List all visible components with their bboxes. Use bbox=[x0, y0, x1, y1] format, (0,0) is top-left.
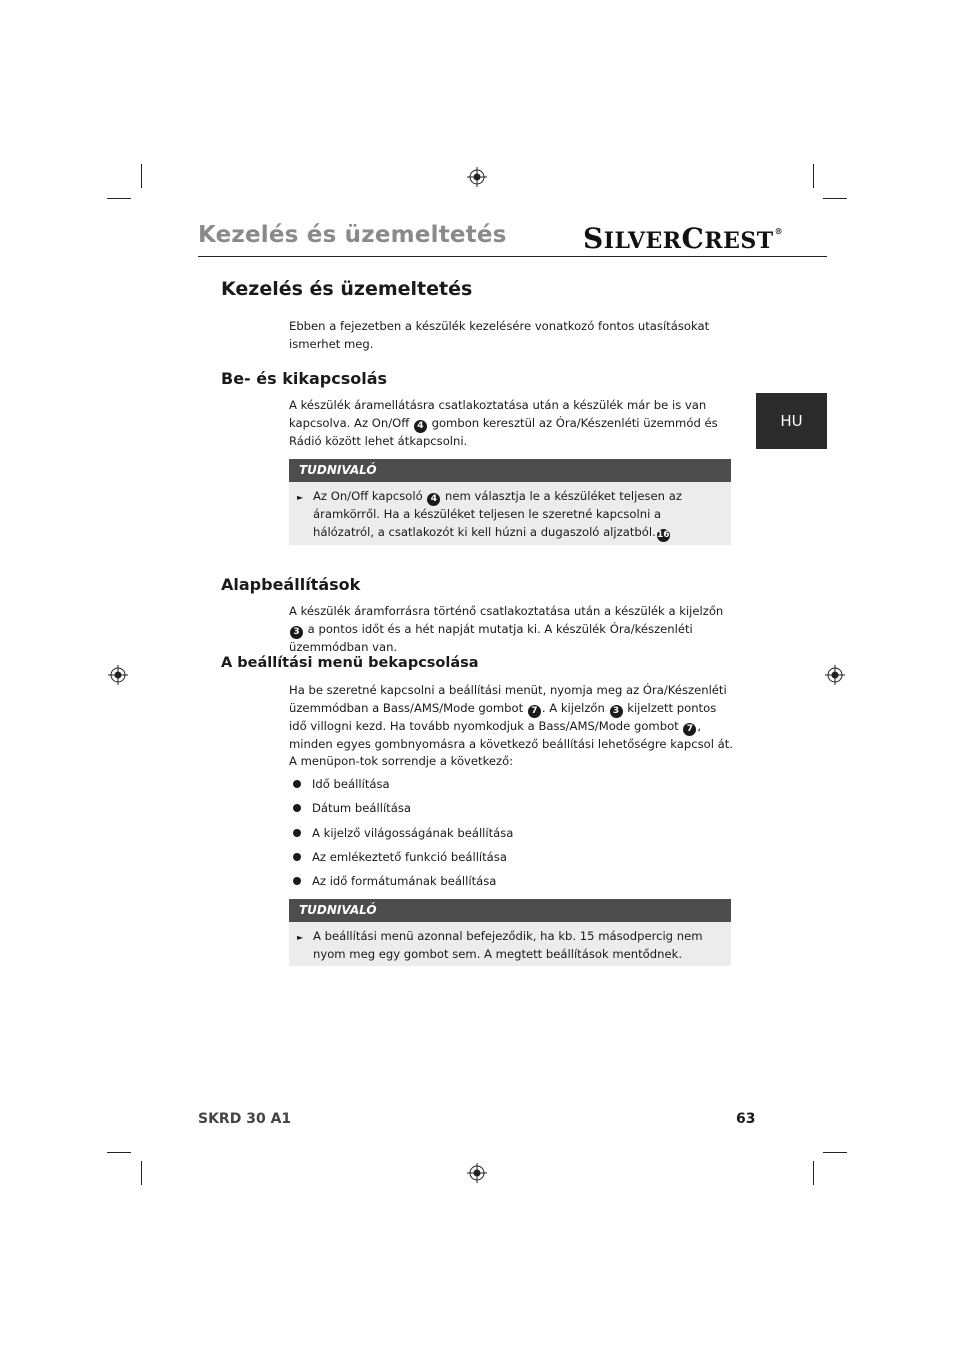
crop-mark bbox=[823, 1152, 847, 1153]
reference-number: 16 bbox=[656, 529, 670, 540]
registration-mark-icon bbox=[825, 665, 845, 685]
crop-mark bbox=[141, 164, 142, 188]
reference-number: 4 bbox=[414, 420, 427, 433]
section-heading-basic: Alapbeállítások bbox=[221, 575, 361, 594]
menu-item-list bbox=[293, 776, 733, 897]
page-number: 63 bbox=[736, 1111, 756, 1127]
main-heading: Kezelés és üzemeltetés bbox=[221, 278, 473, 300]
section-heading-power: Be- és kikapcsolás bbox=[221, 369, 388, 388]
crop-mark bbox=[107, 198, 131, 199]
note-title: TUDNIVALÓ bbox=[289, 899, 731, 922]
list-item: Az emlékeztető funkció beállítása bbox=[293, 849, 733, 873]
list-item: Idő beállítása bbox=[293, 776, 733, 800]
header-title: Kezelés és üzemeltetés bbox=[198, 222, 507, 248]
list-item: A kijelző világosságának beállítása bbox=[293, 825, 733, 849]
reference-number: 7 bbox=[683, 723, 696, 736]
brand-logo: SILVERCREST® bbox=[583, 222, 784, 255]
header-rule bbox=[198, 256, 827, 257]
bullet-icon bbox=[293, 780, 301, 788]
note-box bbox=[289, 899, 731, 966]
reference-number: 3 bbox=[610, 705, 623, 718]
footer-model: SKRD 30 A1 bbox=[198, 1111, 292, 1127]
note-body: ► A beállítási menü azonnal befejeződik, ha kb. 15 másodpercig nem nyom meg egy gombot sem. A megtett beállítások mentődnek. bbox=[297, 929, 703, 961]
section-heading-menu: A beállítási menü bekapcsolása bbox=[221, 655, 479, 671]
crop-mark bbox=[823, 198, 847, 199]
intro-paragraph: Ebben a fejezetben a készülék kezelésére vonatkozó fontos utasításokat ismerhet meg. bbox=[289, 319, 710, 351]
note-title: TUDNIVALÓ bbox=[289, 459, 731, 482]
registration-mark-icon bbox=[108, 665, 128, 685]
language-tab: HU bbox=[756, 393, 827, 449]
reference-number: 7 bbox=[528, 705, 541, 718]
list-item: Dátum beállítása bbox=[293, 800, 733, 824]
bullet-icon bbox=[293, 829, 301, 837]
bullet-icon bbox=[293, 804, 301, 812]
crop-mark bbox=[813, 1161, 814, 1185]
crop-mark bbox=[107, 1152, 131, 1153]
list-item: Az idő formátumának beállítása bbox=[293, 873, 733, 897]
note-box bbox=[289, 459, 731, 545]
arrow-right-icon: ► bbox=[297, 493, 304, 502]
bullet-icon bbox=[293, 877, 301, 885]
arrow-right-icon: ► bbox=[297, 933, 304, 942]
power-paragraph: A készülék áramellátásra csatlakoztatása után a készülék már be is van kapcsolva. Az On/Off 4 gombon keresztül az Óra/Készenléti üzemmód és Rádió között lehet átkapcsolni. bbox=[289, 398, 718, 448]
crop-mark bbox=[141, 1161, 142, 1185]
registration-mark-icon bbox=[467, 1163, 487, 1183]
crop-mark bbox=[813, 164, 814, 188]
menu-paragraph: Ha be szeretné kapcsolni a beállítási menüt, nyomja meg az Óra/Készenléti üzemmódban a Bass/AMS/Mode gombot 7 . A kijelzőn 3 kijelzett pontos idő villogni kezd. Ha tovább nyomkodjuk a Bass/AMS/Mode gombot 7 , minden egyes gombnyomásra a következő beállítási lehetőségre kapcsol át. A menüpon-tok sorrendje a következő: bbox=[289, 683, 733, 768]
basic-paragraph: A készülék áramforrásra történő csatlakoztatása után a készülék a kijelzőn 3 a pontos időt és a hét napját mutatja ki. A készülék Óra/készenléti üzemmódban van. bbox=[289, 604, 724, 654]
note-body: ► Az On/Off kapcsoló 4 nem választja le a készüléket teljesen az áramkörről. Ha a készüléket teljesen le szeretné kapcsolni a hálózatról, a csatlakozót ki kell húzni a dugaszoló aljzatból.16 bbox=[297, 489, 682, 540]
registration-mark-icon bbox=[467, 167, 487, 187]
reference-number: 3 bbox=[290, 626, 303, 639]
reference-number: 4 bbox=[427, 493, 440, 506]
bullet-icon bbox=[293, 853, 301, 861]
